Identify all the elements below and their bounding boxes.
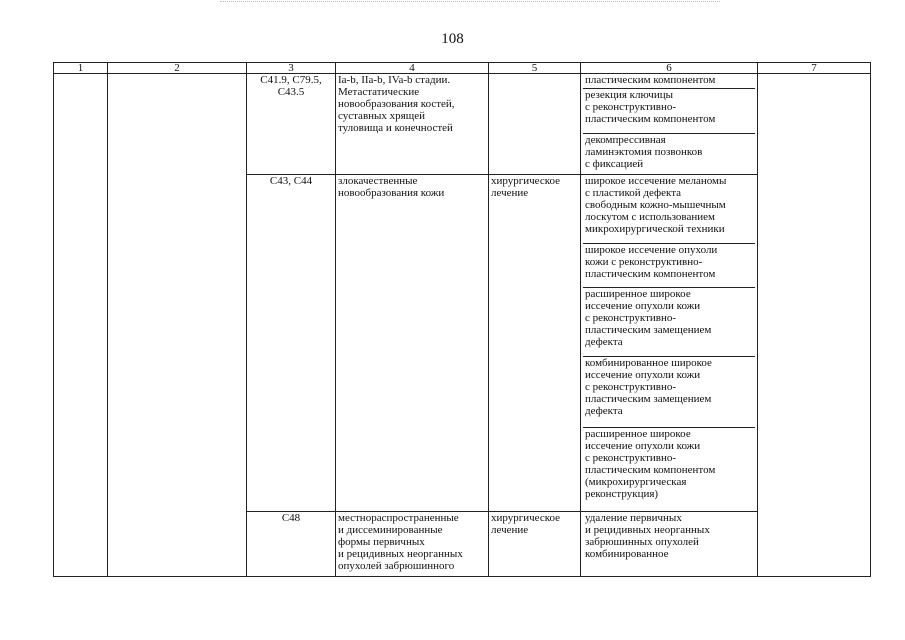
method-item: расширенное широкое иссечение опухоли кожи с реконструктивно- пластическим компонентом (микрохирургическая реконструкция) (583, 427, 755, 511)
method-item: резекция ключицы с реконструктивно- пластическим компонентом (583, 88, 755, 133)
column-number: 7 (758, 63, 871, 74)
column-number: 3 (247, 63, 336, 74)
cell-col7 (758, 74, 871, 577)
cell-col1 (54, 74, 108, 577)
condition-description: злокачественные новообразования кожи (336, 175, 489, 512)
condition-description: местнораспространенные и диссеминированные формы первичных и рецидивных неорганных опухолей забрюшинного (336, 512, 489, 577)
method-item: широкое иссечение меланомы с пластикой дефекта свободным кожно-мышечным лоскутом с использованием микрохирургической техники (585, 175, 727, 235)
diagnosis-codes: C43, C44 (247, 175, 336, 512)
column-number-row (54, 63, 871, 74)
column-number: 5 (489, 63, 581, 74)
cell-col2 (108, 74, 247, 577)
diagnosis-codes: C48 (247, 512, 336, 577)
method-item: пластическим компонентом (585, 74, 716, 86)
top-edge-rule (220, 1, 720, 2)
method-item: декомпрессивная ламинэктомия позвонков с фиксацией (583, 133, 755, 174)
treatment-type (489, 74, 581, 175)
treatment-methods (581, 512, 758, 577)
page-number: 108 (441, 31, 464, 47)
treatment-type: хирургическое лечение (489, 512, 581, 577)
condition-description: Ia-b, IIa-b, IVa-b стадии. Метастатические новообразования костей, суставных хрящей туловища и конечностей (336, 74, 489, 175)
column-number: 6 (581, 63, 758, 74)
treatment-type: хирургическое лечение (489, 175, 581, 512)
diagnosis-codes: C41.9, C79.5, C43.5 (247, 74, 336, 175)
table-row (54, 74, 871, 175)
column-number: 1 (54, 63, 108, 74)
column-number: 4 (336, 63, 489, 74)
treatment-methods (581, 175, 758, 512)
method-item: комбинированное широкое иссечение опухоли кожи с реконструктивно- пластическим замещением дефекта (583, 356, 755, 427)
treatment-methods (581, 74, 758, 175)
method-item: удаление первичных и рецидивных неорганных забрюшинных опухолей комбинированное (585, 512, 710, 560)
column-number: 2 (108, 63, 247, 74)
method-item: широкое иссечение опухоли кожи с реконструктивно- пластическим компонентом (583, 243, 755, 287)
procedures-table (53, 62, 871, 577)
method-item: расширенное широкое иссечение опухоли кожи с реконструктивно- пластическим замещением дефекта (583, 287, 755, 356)
